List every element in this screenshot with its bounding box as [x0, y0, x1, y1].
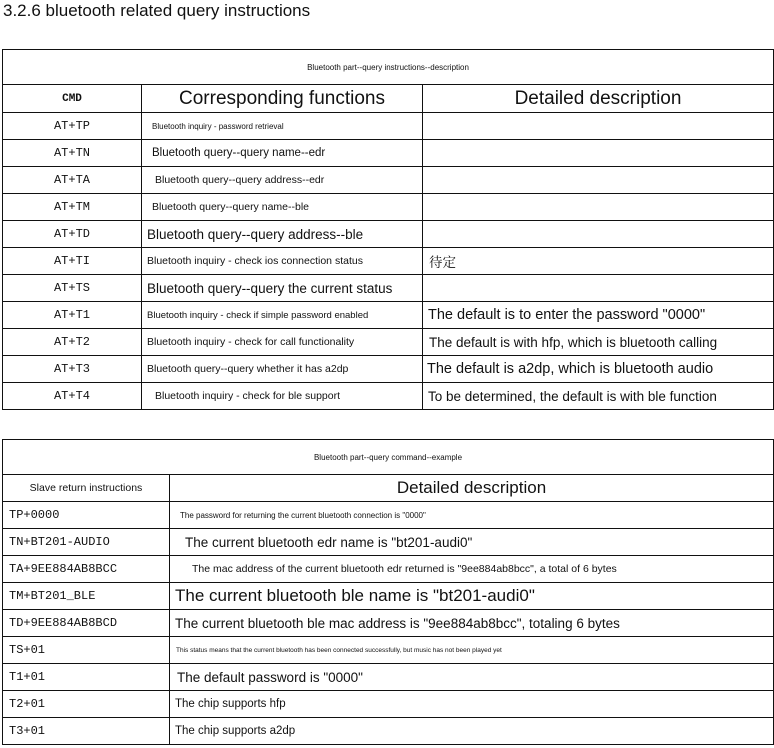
- table-row: [3, 610, 774, 637]
- cmd-cell: AT+TS: [3, 275, 142, 302]
- function-cell: Bluetooth query--query address--ble: [142, 221, 423, 248]
- table-row: [3, 302, 774, 329]
- function-cell: Bluetooth inquiry - check if simple password enabled: [142, 302, 423, 329]
- cmd-cell: AT+TN: [3, 140, 142, 167]
- return-cell: T3+01: [3, 718, 170, 745]
- return-cell: TM+BT201_BLE: [3, 583, 170, 610]
- table-row: [3, 691, 774, 718]
- table-row: [3, 113, 774, 140]
- function-cell: Bluetooth query--query whether it has a2dp: [142, 356, 423, 383]
- description-cell: The current bluetooth edr name is "bt201-audi0": [170, 529, 774, 556]
- column-header-returned: Slave return instructions: [3, 475, 170, 502]
- description-cell: 待定: [423, 248, 774, 275]
- table-row: [3, 275, 774, 302]
- cmd-cell: AT+T1: [3, 302, 142, 329]
- function-cell: Bluetooth query--query name--edr: [142, 140, 423, 167]
- return-cell: TS+01: [3, 637, 170, 664]
- description-cell: [423, 221, 774, 248]
- table-row: [3, 502, 774, 529]
- cmd-cell: AT+TP: [3, 113, 142, 140]
- table-row: [3, 221, 774, 248]
- table-row: [3, 194, 774, 221]
- cmd-cell: AT+TD: [3, 221, 142, 248]
- function-cell: Bluetooth query--query address--edr: [142, 167, 423, 194]
- description-cell: [423, 275, 774, 302]
- function-cell: Bluetooth query--query name--ble: [142, 194, 423, 221]
- description-cell: The default is a2dp, which is bluetooth audio: [423, 356, 774, 383]
- section-heading: 3.2.6 bluetooth related query instructions: [3, 1, 311, 20]
- query-example-table: [2, 439, 774, 745]
- table-row: [3, 583, 774, 610]
- cmd-cell: AT+TM: [3, 194, 142, 221]
- description-cell: The default is to enter the password "0000": [423, 302, 774, 329]
- description-cell: The current bluetooth ble mac address is "9ee884ab8bcc", totaling 6 bytes: [170, 610, 774, 637]
- return-cell: TN+BT201-AUDIO: [3, 529, 170, 556]
- function-cell: Bluetooth query--query the current status: [142, 275, 423, 302]
- function-cell: Bluetooth inquiry - check for call functionality: [142, 329, 423, 356]
- description-cell: The current bluetooth ble name is "bt201-audi0": [170, 583, 774, 610]
- table-row: [3, 329, 774, 356]
- description-cell: This status means that the current bluetooth has been connected successfully, but music has not been played yet: [170, 637, 774, 664]
- table-caption: Bluetooth part--query instructions--description: [3, 50, 774, 85]
- query-instructions-table: [2, 49, 774, 410]
- description-cell: The mac address of the current bluetooth edr returned is "9ee884ab8bcc", a total of 6 bytes: [170, 556, 774, 583]
- table-row: [3, 248, 774, 275]
- return-cell: TP+0000: [3, 502, 170, 529]
- table-row: [3, 664, 774, 691]
- cmd-cell: AT+TA: [3, 167, 142, 194]
- table-row: [3, 556, 774, 583]
- return-cell: TD+9EE884AB8BCD: [3, 610, 170, 637]
- cmd-cell: AT+T2: [3, 329, 142, 356]
- description-cell: [423, 194, 774, 221]
- table-row: [3, 637, 774, 664]
- table-caption: Bluetooth part--query command--example: [3, 440, 774, 475]
- description-cell: [423, 113, 774, 140]
- table-row: [3, 383, 774, 410]
- table-row: [3, 529, 774, 556]
- return-cell: T1+01: [3, 664, 170, 691]
- description-cell: [423, 167, 774, 194]
- function-cell: Bluetooth inquiry - password retrieval: [142, 113, 423, 140]
- table-row: [3, 356, 774, 383]
- column-header-description: Detailed description: [170, 475, 774, 502]
- description-cell: The chip supports a2dp: [170, 718, 774, 745]
- description-cell: The chip supports hfp: [170, 691, 774, 718]
- column-header-functions: Corresponding functions: [142, 85, 423, 113]
- cmd-cell: AT+T3: [3, 356, 142, 383]
- function-cell: Bluetooth inquiry - check ios connection status: [142, 248, 423, 275]
- cmd-cell: AT+T4: [3, 383, 142, 410]
- column-header-cmd: CMD: [3, 85, 142, 113]
- description-cell: The default is with hfp, which is bluetooth calling: [423, 329, 774, 356]
- function-cell: Bluetooth inquiry - check for ble support: [142, 383, 423, 410]
- column-header-description: Detailed description: [423, 85, 774, 113]
- return-cell: T2+01: [3, 691, 170, 718]
- description-cell: [423, 140, 774, 167]
- return-cell: TA+9EE884AB8BCC: [3, 556, 170, 583]
- table-row: [3, 140, 774, 167]
- table-row: [3, 167, 774, 194]
- description-cell: The password for returning the current bluetooth connection is "0000": [170, 502, 774, 529]
- description-cell: The default password is "0000": [170, 664, 774, 691]
- description-cell: To be determined, the default is with ble function: [423, 383, 774, 410]
- table-row: [3, 718, 774, 745]
- cmd-cell: AT+TI: [3, 248, 142, 275]
